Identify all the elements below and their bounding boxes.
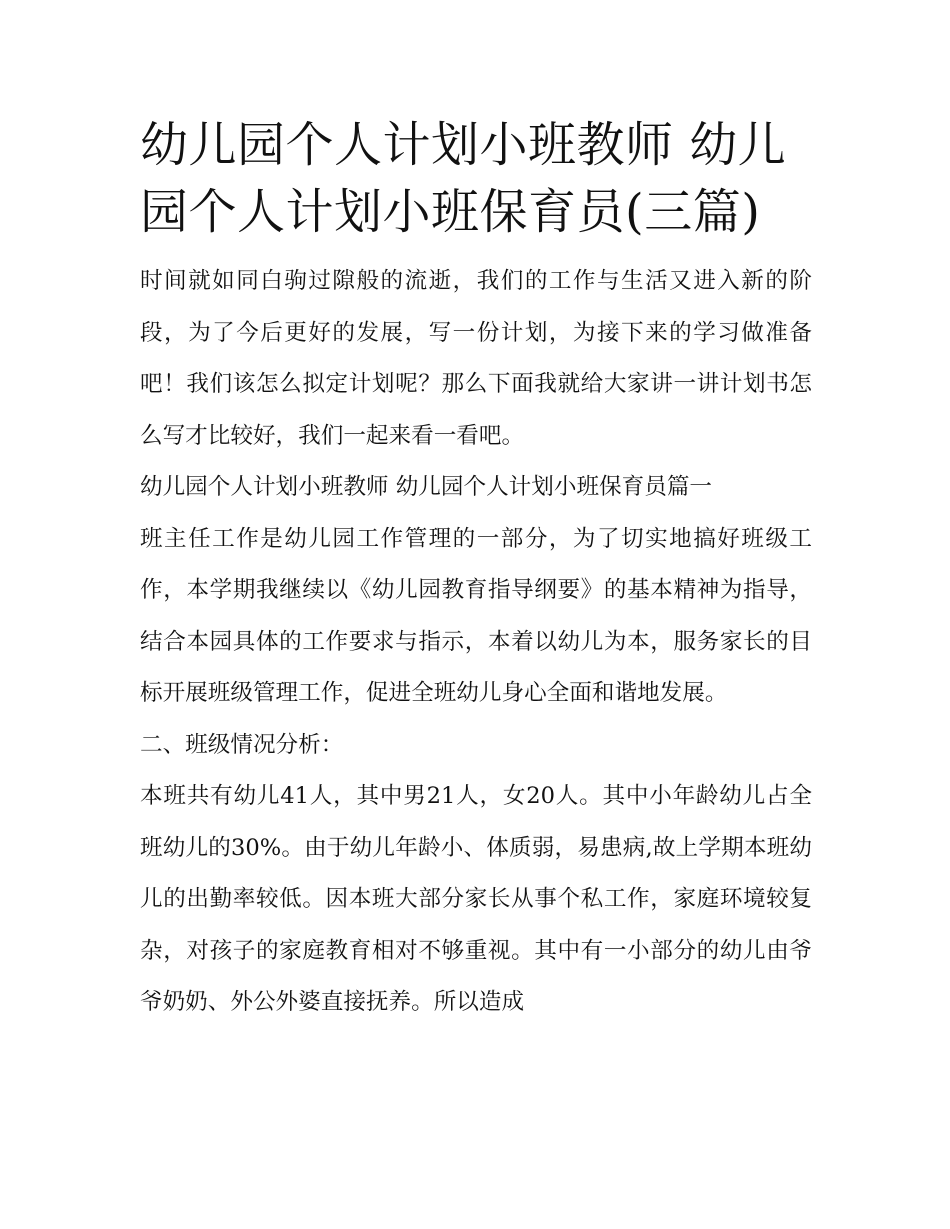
section-heading-class-analysis: 二、班级情况分析： <box>140 731 344 758</box>
class-analysis-paragraph: 本班共有幼儿41人，其中男21人，女20人。其中小年龄幼儿占全班幼儿的30%。由于幼儿年龄小、体质弱，易患病,故上学期本班幼儿的出勤率较低。因本班大部分家长从事个私工作，家庭环境较复杂，对孩子的家庭教育相对不够重视。其中有一小部分的幼儿由爷爷奶奶、外公外婆直接抚养。所以造成 <box>140 783 812 1015</box>
document-title: 幼儿园个人计划小班教师 幼儿园个人计划小班保育员(三篇) <box>140 117 787 240</box>
document-page <box>140 112 812 1029</box>
class-management-paragraph: 班主任工作是幼儿园工作管理的一部分，为了切实地搞好班级工作，本学期我继续以《幼儿园教育指导纲要》的基本精神为指导，结合本园具体的工作要求与指示，本着以幼儿为本，服务家长的目标开展班级管理工作，促进全班幼儿身心全面和谐地发展。 <box>140 525 812 706</box>
intro-paragraph: 时间就如同白驹过隙般的流逝，我们的工作与生活又进入新的阶段，为了今后更好的发展，写一份计划，为接下来的学习做准备吧！我们该怎么拟定计划呢？那么下面我就给大家讲一讲计划书怎么写才比较好，我们一起来看一看吧。 <box>140 268 812 449</box>
section-heading-part-one: 幼儿园个人计划小班教师 幼儿园个人计划小班保育员篇一 <box>140 474 713 500</box>
